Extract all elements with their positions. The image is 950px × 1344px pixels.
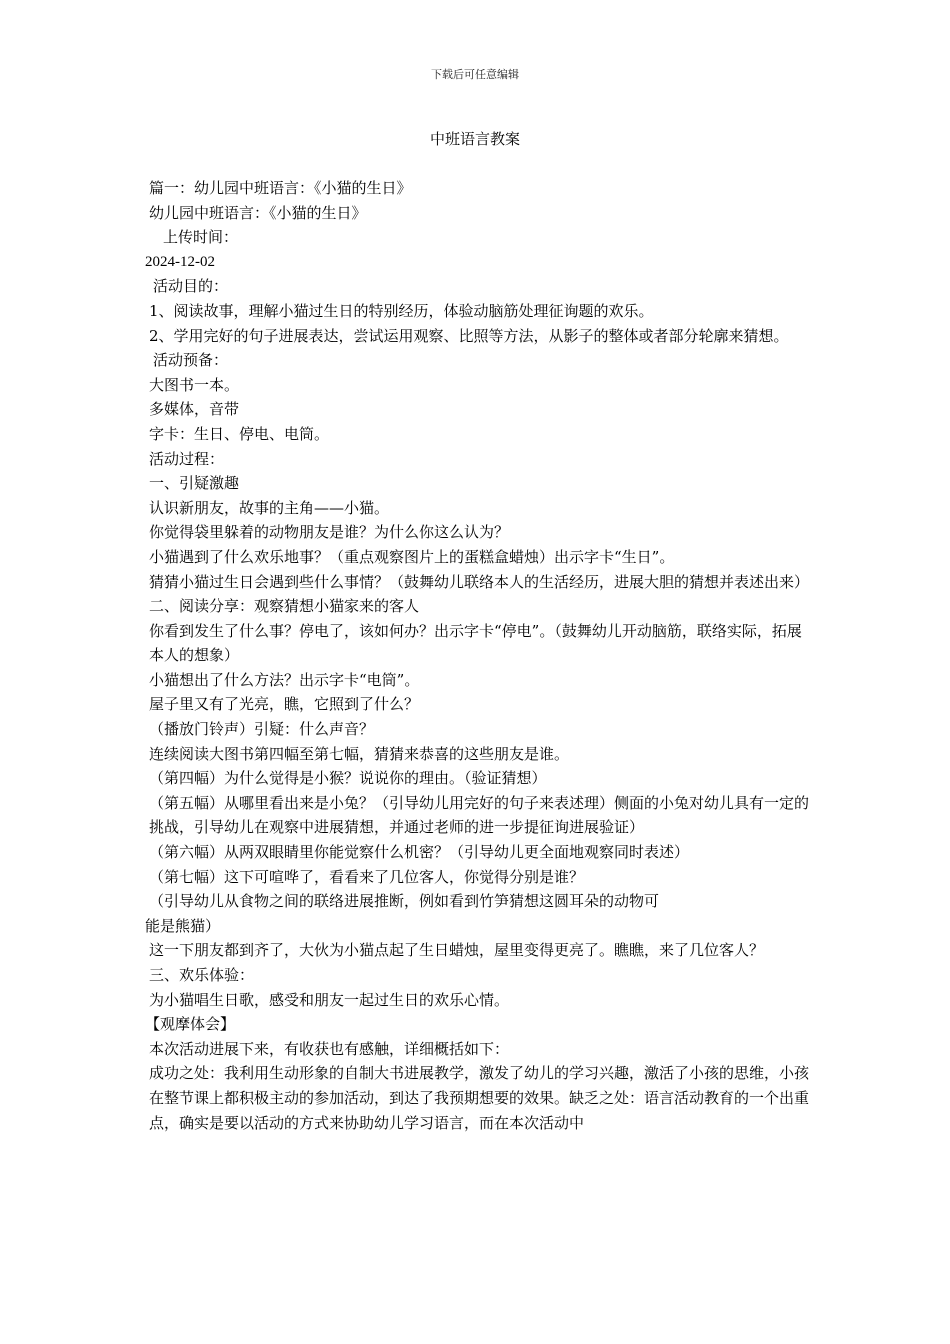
paragraph: （第六幅）从两双眼睛里你能觉察什么机密？（引导幼儿更全面地观察同时表述） — [149, 843, 690, 862]
paragraph: 二、阅读分享：观察猜想小猫家来的客人 — [149, 597, 420, 616]
paragraph: 本次活动进展下来，有收获也有感触，详细概括如下： — [149, 1039, 510, 1058]
paragraph: 三、欢乐体验： — [149, 966, 255, 984]
paragraph: 大图书一本。 — [149, 375, 240, 394]
paragraph: 活动目的： — [153, 277, 229, 296]
paragraph: 屋子里又有了光亮，瞧，它照到了什么？ — [149, 695, 420, 714]
paragraph: 你看到发生了什么事？停电了，该如何办？出示字卡“停电”。（鼓舞幼儿开动脑筋，联络实际，拓展本人的想象） — [149, 621, 802, 665]
paragraph: 小猫想出了什么方法？出示字卡“电筒”。 — [149, 670, 420, 689]
document-title: 中班语言教案 — [429, 130, 520, 148]
paragraph: （第七幅）这下可喧哗了，看看来了几位客人，你觉得分别是谁？ — [149, 867, 585, 886]
paragraph: （引导幼儿从食物之间的联络进展推断，例如看到竹笋猜想这圆耳朵的动物可 — [149, 892, 660, 911]
paragraph: 2024-12-02 — [145, 253, 215, 270]
paragraph: 认识新朋友，故事的主角——小猫。 — [149, 498, 390, 517]
paragraph: （播放门铃声）引疑：什么声音？ — [149, 720, 375, 739]
paragraph: 为小猫唱生日歌，感受和朋友一起过生日的欢乐心情。 — [149, 990, 510, 1009]
paragraph: 活动预备： — [153, 351, 229, 370]
paragraph: 字卡：生日、停电、电筒。 — [149, 424, 330, 443]
document-body — [145, 176, 810, 1135]
paragraph: 2、学用完好的句子进展表达，尝试运用观察、比照等方法，从影子的整体或者部分轮廓来猜想。 — [149, 326, 789, 345]
paragraph: 篇一：幼儿园中班语言：《小猫的生日》 — [149, 179, 412, 197]
paragraph: 多媒体，音带 — [149, 400, 240, 419]
paragraph: 上传时间： — [163, 228, 239, 247]
paragraph: 这一下朋友都到齐了，大伙为小猫点起了生日蜡烛，屋里变得更亮了。瞧瞧，来了几位客人？ — [149, 941, 765, 960]
paragraph: 小猫遇到了什么欢乐地事？（重点观察图片上的蛋糕盒蜡烛）出示字卡“生日”。 — [149, 547, 675, 566]
paragraph: 能是熊猫） — [145, 916, 221, 935]
paragraph: 一、引疑激趣 — [149, 474, 240, 493]
paragraph: 【观摩体会】 — [145, 1015, 236, 1034]
paragraph: 连续阅读大图书第四幅至第七幅，猜猜来恭喜的这些朋友是谁。 — [149, 744, 570, 763]
paragraph: 你觉得袋里躲着的动物朋友是谁？为什么你这么认为？ — [149, 523, 510, 542]
paragraph: 猜猜小猫过生日会遇到些什么事情？（鼓舞幼儿联络本人的生活经历，进展大胆的猜想并表述出来） — [149, 572, 810, 591]
paragraph: （第五幅）从哪里看出来是小兔？（引导幼儿用完好的句子来表述理）侧面的小兔对幼儿具有一定的挑战，引导幼儿在观察中进展猜想，并通过老师的进一步提征询进展验证） — [149, 793, 810, 837]
paragraph: 幼儿园中班语言：《小猫的生日》 — [149, 203, 367, 222]
paragraph: （第四幅）为什么觉得是小猴？说说你的理由。（验证猜想） — [149, 769, 547, 788]
paragraph: 成功之处：我利用生动形象的自制大书进展教学，激发了幼儿的学习兴趣，激活了小孩的思维，小孩在整节课上都积极主动的参加活动，到达了我预期想要的效果。缺乏之处：语言活动教育的一个出重点，确实是要以活动的方式来协助幼儿学习语言，而在本次活动中 — [149, 1064, 810, 1132]
page-header: 下载后可任意编辑 — [431, 68, 519, 81]
paragraph: 活动过程： — [149, 449, 225, 468]
paragraph: 1、阅读故事，理解小猫过生日的特别经历，体验动脑筋处理征询题的欢乐。 — [149, 301, 654, 320]
